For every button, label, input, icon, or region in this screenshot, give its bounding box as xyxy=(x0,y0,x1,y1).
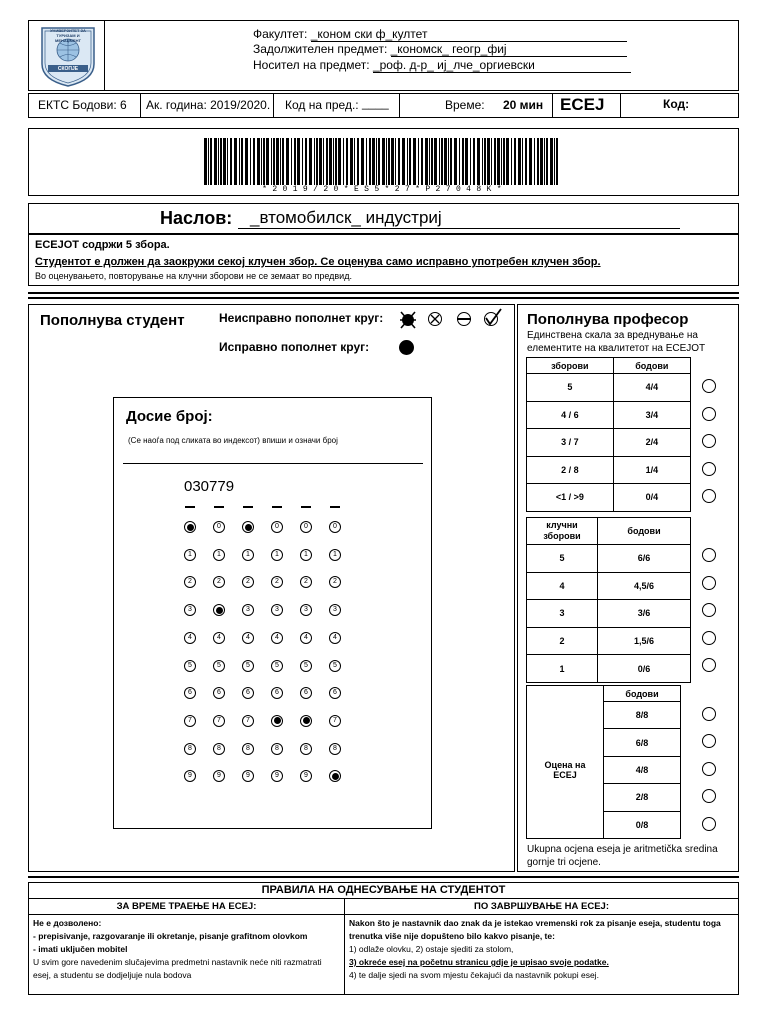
essay-grade-table xyxy=(526,685,681,839)
faculty-row xyxy=(253,27,627,42)
rules-col2-head: ПО ЗАВРШУВАЊЕ НА ЕСЕЈ: xyxy=(345,899,739,915)
barcode-bar xyxy=(223,138,226,185)
rules-col1-head: ЗА ВРЕМЕ ТРАЕЊЕ НА ЕСЕЈ: xyxy=(29,899,345,915)
course-code-label: Код на пред.: xyxy=(285,98,359,112)
barcode-bar xyxy=(263,138,265,185)
digit-bubble[interactable]: 0 xyxy=(329,521,341,533)
digit-bubble[interactable]: 3 xyxy=(300,604,312,616)
barcode-bar xyxy=(335,138,337,185)
barcode-bar xyxy=(372,138,375,185)
t2-header-points: бодови xyxy=(598,518,691,545)
digit-bubble[interactable]: 2 xyxy=(213,576,225,588)
faculty-label: Факултет: xyxy=(253,27,308,41)
digit-bubble[interactable]: 8 xyxy=(300,743,312,755)
digit-bubble[interactable] xyxy=(242,521,254,533)
barcode-bar xyxy=(333,138,334,185)
barcode-bar xyxy=(280,138,281,185)
table-row xyxy=(527,401,691,429)
digit-bubble[interactable]: 4 xyxy=(329,632,341,644)
barcode-bar xyxy=(253,138,255,185)
t3-header-blank xyxy=(527,686,604,702)
barcode-bar xyxy=(484,138,486,185)
barcode-bar xyxy=(511,138,512,185)
barcode-bar xyxy=(291,138,292,185)
barcode-bar xyxy=(439,138,440,185)
barcode-bar xyxy=(316,138,318,185)
wrong-fill-examples xyxy=(398,308,504,335)
digit-bubble[interactable]: 7 xyxy=(242,715,254,727)
info-div-2 xyxy=(273,93,274,118)
digit-bubble[interactable]: 2 xyxy=(242,576,254,588)
professor-heading: Пополнува професор xyxy=(527,311,689,328)
barcode-bar xyxy=(382,138,385,185)
digit-bubble[interactable]: 2 xyxy=(271,576,283,588)
digit-bubble[interactable]: 3 xyxy=(242,604,254,616)
barcode-bar xyxy=(294,138,296,185)
subject-row xyxy=(253,42,627,57)
barcode-bar xyxy=(413,138,416,185)
barcode-bar xyxy=(297,138,300,185)
barcode-bar xyxy=(376,138,377,185)
barcode-bar xyxy=(554,138,555,185)
barcode-bar xyxy=(386,138,387,185)
barcode-bar xyxy=(282,138,284,185)
digit-bubble[interactable]: 8 xyxy=(213,743,225,755)
barcode-bar xyxy=(234,138,237,185)
barcode-bar xyxy=(286,138,289,185)
t2-points-cell: 0/6 xyxy=(598,655,691,683)
barcode-bar xyxy=(338,138,341,185)
faculty-value: _коном ски ф_култет xyxy=(311,27,627,42)
barcode-bar xyxy=(305,138,307,185)
t2-keywords-cell: 2 xyxy=(527,627,598,655)
subject-value: _кономск_ геогр_фиј xyxy=(391,42,627,57)
info-div-3 xyxy=(399,93,400,118)
score-radio[interactable] xyxy=(702,379,716,393)
barcode-bar xyxy=(556,138,558,185)
barcode-bar xyxy=(444,138,447,185)
digit-bubble[interactable]: 1 xyxy=(329,549,341,561)
digit-bubble[interactable]: 6 xyxy=(300,687,312,699)
digit-bubble[interactable]: 6 xyxy=(213,687,225,699)
table-row xyxy=(527,545,691,573)
instructions-line-3: Во оценувањето, повторување на клучни зборови не се земаат во предвид. xyxy=(35,271,352,281)
table-row xyxy=(527,702,681,729)
rules-col1-line3: - imati uključen mobitel xyxy=(33,944,128,954)
barcode-bar xyxy=(241,138,243,185)
rules-col1-line1: Не е дозволено: xyxy=(33,918,102,928)
t2-header-keywords: клучни зборови xyxy=(527,518,598,545)
t2-keywords-cell: 3 xyxy=(527,600,598,628)
digit-bubble[interactable]: 1 xyxy=(300,549,312,561)
dossier-digit-slots xyxy=(183,496,353,514)
barcode-bar xyxy=(465,138,468,185)
t2-points-cell: 6/6 xyxy=(598,545,691,573)
digit-bubble[interactable]: 4 xyxy=(242,632,254,644)
barcode-bar xyxy=(503,138,505,185)
barcode-bar xyxy=(470,138,471,185)
digit-bubble[interactable]: 3 xyxy=(329,604,341,616)
time-value: 20 мин xyxy=(503,98,544,112)
barcode-bar xyxy=(245,138,248,185)
barcode-bar xyxy=(391,138,394,185)
barcode-bar xyxy=(544,138,545,185)
wrong-fill-label: Неисправно пополнет круг: xyxy=(219,311,384,325)
digit-bubble[interactable]: 1 xyxy=(242,549,254,561)
table-row xyxy=(527,374,691,402)
digit-bubble[interactable]: 0 xyxy=(213,521,225,533)
t2-keywords-cell: 5 xyxy=(527,545,598,573)
t3-points-cell: 2/8 xyxy=(604,784,681,811)
barcode-bar xyxy=(250,138,251,185)
barcode-bar xyxy=(491,138,492,185)
barcode-text: * 2 0 1 9 / 2 0 * E S 5 * 2 7 * P 2 7 0 4 8 K * xyxy=(262,185,502,194)
digit-bubble[interactable]: 8 xyxy=(271,743,283,755)
digit-bubble[interactable]: 5 xyxy=(271,660,283,672)
t1-words-cell: 4 / 6 xyxy=(527,401,614,429)
barcode-bar xyxy=(357,138,359,185)
dossier-hint: (Се наоѓа под сликата во индексот) впиши и означи број xyxy=(128,436,338,445)
barcode-bar xyxy=(343,138,344,185)
info-div-5 xyxy=(620,93,621,118)
year-cell: Ак. година: 2019/2020. xyxy=(146,98,271,112)
barcode-bar xyxy=(494,138,496,185)
t2-points-cell: 3/6 xyxy=(598,600,691,628)
score-radio[interactable] xyxy=(702,817,716,831)
t2-points-cell: 4,5/6 xyxy=(598,572,691,600)
subject-label: Задолжителен предмет: xyxy=(253,42,388,56)
instructions-line-2: Студентот е должен да заокружи секој клучен збор. Се оценува само исправно употребен клучен збор. xyxy=(35,256,601,268)
t1-header-words: зборови xyxy=(527,358,614,374)
table-row xyxy=(527,484,691,512)
barcode-bar xyxy=(326,138,328,185)
student-heading: Пополнува студент xyxy=(40,312,185,329)
barcode-bar xyxy=(525,138,527,185)
digit-bubble[interactable]: 2 xyxy=(300,576,312,588)
barcode-bar xyxy=(506,138,509,185)
barcode-bar xyxy=(261,138,262,185)
barcode-bar xyxy=(537,138,539,185)
t2-keywords-cell: 4 xyxy=(527,572,598,600)
t3-header-points: бодови xyxy=(604,686,681,702)
t1-words-cell: 5 xyxy=(527,374,614,402)
barcode-bar xyxy=(534,138,535,185)
course-code-value: ____ xyxy=(362,96,389,110)
score-radio[interactable] xyxy=(702,462,716,476)
digit-bubble[interactable]: 9 xyxy=(300,770,312,782)
digit-bubble[interactable]: 7 xyxy=(329,715,341,727)
barcode-bar xyxy=(378,138,380,185)
score-radio[interactable] xyxy=(702,489,716,503)
barcode-bar xyxy=(459,138,460,185)
t3-grade-label: Оцена на ЕСЕЈ xyxy=(527,702,604,839)
separator-1 xyxy=(28,292,739,294)
barcode-bar xyxy=(529,138,532,185)
digit-bubble[interactable]: 3 xyxy=(271,604,283,616)
barcode-bar xyxy=(402,138,405,185)
barcode-bar xyxy=(448,138,449,185)
words-score-table xyxy=(526,357,691,512)
digit-bubble[interactable]: 8 xyxy=(242,743,254,755)
correct-fill-example xyxy=(399,340,414,355)
digit-bubble[interactable] xyxy=(300,715,312,727)
digit-bubble[interactable]: 6 xyxy=(271,687,283,699)
digit-bubble[interactable]: 5 xyxy=(300,660,312,672)
barcode-bar xyxy=(518,138,521,185)
barcode-bar xyxy=(309,138,312,185)
barcode-bar xyxy=(407,138,408,185)
barcode-bar xyxy=(431,138,433,185)
table-row xyxy=(527,655,691,683)
digit-bubble[interactable]: 8 xyxy=(329,743,341,755)
lecturer-value: _роф. д-р_ иј_лче_оргиевски xyxy=(373,58,631,73)
info-div-1 xyxy=(140,93,141,118)
t1-points-cell: 0/4 xyxy=(613,484,690,512)
barcode-bar xyxy=(418,138,419,185)
separator-2 xyxy=(28,297,739,299)
barcode-bar xyxy=(214,138,217,185)
digit-bubble[interactable]: 8 xyxy=(184,743,196,755)
digit-bubble[interactable]: 1 xyxy=(271,549,283,561)
barcode-bar xyxy=(266,138,269,185)
separator-3 xyxy=(28,876,739,878)
barcode-bar xyxy=(276,138,279,185)
barcode-bar xyxy=(302,138,303,185)
score-radio[interactable] xyxy=(702,407,716,421)
score-radio[interactable] xyxy=(702,434,716,448)
barcode-bar xyxy=(497,138,500,185)
instructions-line-1: ЕСЕЈОТ содржи 5 збора. xyxy=(35,239,170,251)
t1-points-cell: 1/4 xyxy=(613,456,690,484)
digit-bubble[interactable]: 9 xyxy=(271,770,283,782)
digit-bubble[interactable]: 4 xyxy=(184,632,196,644)
code-label: Код: xyxy=(663,97,690,111)
digit-bubble[interactable] xyxy=(271,715,283,727)
professor-desc: Единствена скала за вреднување на елементите на квалитетот на ЕСЕЈОТ xyxy=(527,330,706,354)
lecturer-row xyxy=(253,58,631,73)
barcode-bar xyxy=(204,138,207,185)
digit-bubble[interactable]: 5 xyxy=(329,660,341,672)
barcode xyxy=(204,138,560,185)
barcode-bar xyxy=(388,138,390,185)
table-row xyxy=(527,456,691,484)
digit-bubble[interactable] xyxy=(213,604,225,616)
digit-bubble[interactable]: 9 xyxy=(242,770,254,782)
t1-header-points: бодови xyxy=(613,358,690,374)
score-radio[interactable] xyxy=(702,707,716,721)
barcode-bar xyxy=(398,138,400,185)
digit-bubble[interactable]: 6 xyxy=(242,687,254,699)
digit-bubble[interactable]: 5 xyxy=(184,660,196,672)
t1-words-cell: <1 / >9 xyxy=(527,484,614,512)
barcode-bar xyxy=(354,138,355,185)
barcode-bar xyxy=(409,138,411,185)
barcode-bar xyxy=(323,138,324,185)
rules-title: ПРАВИЛА НА ОДНЕСУВАЊЕ НА СТУДЕНТОТ xyxy=(29,883,739,899)
barcode-bar xyxy=(366,138,367,185)
table-row xyxy=(527,572,691,600)
digit-bubble[interactable]: 7 xyxy=(184,715,196,727)
barcode-bar xyxy=(208,138,209,185)
dossier-number-input[interactable]: 030779 xyxy=(184,478,235,495)
t1-points-cell: 4/4 xyxy=(613,374,690,402)
header-logo-divider xyxy=(104,20,105,91)
university-logo xyxy=(36,24,100,88)
digit-bubble[interactable]: 3 xyxy=(184,604,196,616)
barcode-bar xyxy=(514,138,516,185)
t2-points-cell: 1,5/6 xyxy=(598,627,691,655)
barcode-bar xyxy=(462,138,464,185)
t3-points-cell: 4/8 xyxy=(604,756,681,783)
barcode-bar xyxy=(473,138,475,185)
barcode-bar xyxy=(350,138,353,185)
barcode-bar xyxy=(434,138,437,185)
barcode-bar xyxy=(239,138,240,185)
digit-bubble[interactable] xyxy=(184,521,196,533)
barcode-bar xyxy=(218,138,219,185)
digit-bubble[interactable]: 4 xyxy=(271,632,283,644)
digit-bubble[interactable]: 1 xyxy=(184,549,196,561)
professor-footer: Ukupna ocjena eseja je aritmetička sredina gornje tri ocjene. xyxy=(527,844,718,868)
rules-col2 xyxy=(345,915,739,995)
barcode-bar xyxy=(421,138,423,185)
table-row xyxy=(527,627,691,655)
rules-col2-line2: 1) odlaže olovku, 2) ostaje sjediti za stolom, xyxy=(349,944,514,954)
barcode-bar xyxy=(329,138,332,185)
digit-bubble[interactable]: 0 xyxy=(271,521,283,533)
digit-bubble[interactable]: 6 xyxy=(184,687,196,699)
barcode-bar xyxy=(454,138,457,185)
barcode-bar xyxy=(273,138,275,185)
barcode-bar xyxy=(450,138,452,185)
score-radio[interactable] xyxy=(702,548,716,562)
t1-points-cell: 2/4 xyxy=(613,429,690,457)
lecturer-label: Носител на предмет: xyxy=(253,58,370,72)
t2-keywords-cell: 1 xyxy=(527,655,598,683)
barcode-bar xyxy=(257,138,260,185)
barcode-bar xyxy=(540,138,543,185)
t1-words-cell: 3 / 7 xyxy=(527,429,614,457)
correct-fill-label: Исправно пополнет круг: xyxy=(219,340,370,354)
rules-col2-line3: 3) okreće esej na početnu stranicu gdje je upisao svoje podatke. xyxy=(349,957,609,967)
title-value: _втомобилск_ индустриј xyxy=(238,208,680,229)
barcode-bar xyxy=(395,138,396,185)
barcode-bar xyxy=(227,138,228,185)
digit-bubble[interactable]: 9 xyxy=(184,770,196,782)
rules-col1-line2: - prepisivanje, razgovaranje ili okretanje, pisanje grafitnom olovkom xyxy=(33,931,308,941)
barcode-bar xyxy=(441,138,443,185)
digit-bubble[interactable]: 0 xyxy=(300,521,312,533)
barcode-bar xyxy=(487,138,490,185)
info-div-4 xyxy=(552,93,553,118)
t3-points-cell: 8/8 xyxy=(604,702,681,729)
barcode-bar xyxy=(271,138,272,185)
barcode-bar xyxy=(230,138,232,185)
table-row xyxy=(527,600,691,628)
rules-col2-line1: Nakon što je nastavnik dao znak da je istekao vremenski rok za pisanje eseja, studentu toga trenutka više nije dopušteno bilo kakvo pisanje, te: xyxy=(349,918,721,941)
keywords-score-table xyxy=(526,517,691,683)
barcode-bar xyxy=(210,138,212,185)
title-label: Наслов: xyxy=(160,208,233,228)
t1-points-cell: 3/4 xyxy=(613,401,690,429)
time-label: Време: xyxy=(445,98,485,112)
barcode-bar xyxy=(546,138,548,185)
digit-bubble[interactable]: 4 xyxy=(300,632,312,644)
digit-bubble[interactable]: 7 xyxy=(213,715,225,727)
table-row xyxy=(527,429,691,457)
barcode-bar xyxy=(220,138,222,185)
barcode-bar xyxy=(314,138,315,185)
t1-words-cell: 2 / 8 xyxy=(527,456,614,484)
t3-points-cell: 0/8 xyxy=(604,811,681,838)
barcode-bar xyxy=(482,138,483,185)
barcode-bar xyxy=(361,138,364,185)
logo-text-top: УНИВЕРЗИТЕТ ЗА ТУРИЗАМ И МЕНАЏМЕНТ xyxy=(50,28,86,43)
doc-type: ЕСЕЈ xyxy=(560,95,605,114)
score-radio[interactable] xyxy=(702,762,716,776)
logo-text-bottom: СКОПЈЕ xyxy=(57,66,79,72)
dossier-divider xyxy=(123,463,423,464)
digit-bubble[interactable]: 1 xyxy=(213,549,225,561)
rules-col1-line4: U svim gore navedenim slučajevima predmetni nastavnik neće niti razmatrati esej, a studentu se dodjeljuje nula bodova xyxy=(33,957,322,980)
barcode-bar xyxy=(550,138,553,185)
score-radio[interactable] xyxy=(702,576,716,590)
digit-bubble[interactable]: 5 xyxy=(242,660,254,672)
digit-bubble[interactable]: 9 xyxy=(213,770,225,782)
barcode-bar xyxy=(501,138,502,185)
barcode-bar xyxy=(346,138,348,185)
score-radio[interactable] xyxy=(702,631,716,645)
digit-bubble[interactable]: 6 xyxy=(329,687,341,699)
rules-col2-line4: 4) te dalje sjedi na svom mjestu čekajući da nastavnik pokupi esej. xyxy=(349,970,599,980)
barcode-bar xyxy=(425,138,428,185)
digit-bubble[interactable]: 2 xyxy=(329,576,341,588)
rules-col1 xyxy=(29,915,345,995)
digit-bubble[interactable]: 2 xyxy=(184,576,196,588)
ects-cell: ЕКТС Бодови: 6 xyxy=(38,98,127,112)
dossier-title: Досие број: xyxy=(126,408,213,425)
barcode-bar xyxy=(429,138,430,185)
digit-bubble[interactable]: 5 xyxy=(213,660,225,672)
digit-bubble[interactable]: 4 xyxy=(213,632,225,644)
t3-points-cell: 6/8 xyxy=(604,729,681,756)
rules-table xyxy=(28,882,739,995)
barcode-bar xyxy=(319,138,322,185)
barcode-bar xyxy=(522,138,523,185)
barcode-bar xyxy=(477,138,480,185)
barcode-bar xyxy=(369,138,371,185)
